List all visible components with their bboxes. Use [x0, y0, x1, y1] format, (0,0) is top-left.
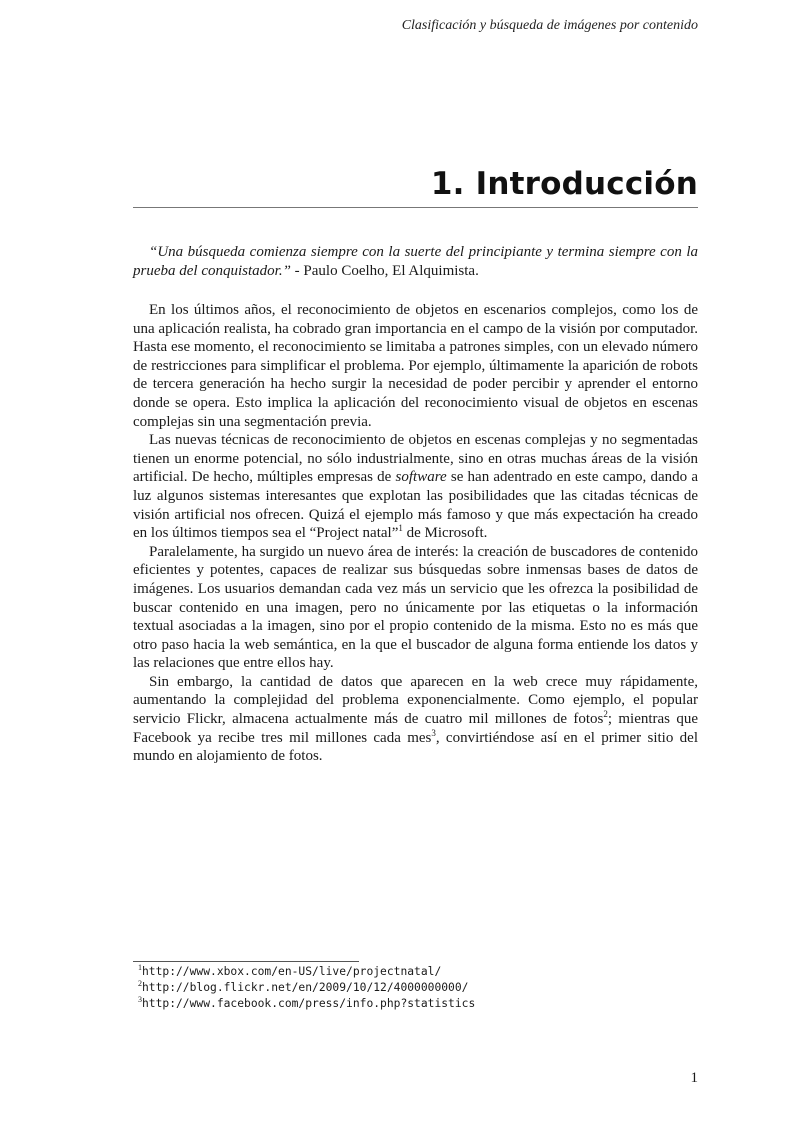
chapter-title: 1. Introducción: [430, 166, 698, 202]
footnote-number: 3: [138, 995, 142, 1005]
footnote-url[interactable]: http://blog.flickr.net/en/2009/10/12/4000000000/: [142, 981, 469, 994]
footnote-3: [138, 996, 475, 1012]
running-header: Clasificación y búsqueda de imágenes por contenido: [401, 18, 698, 33]
paragraph-2: [133, 431, 698, 543]
title-rule: [133, 207, 698, 208]
paragraph-3: Paralelamente, ha surgido un nuevo área de interés: la creación de buscadores de contenido eficientes y potentes, capaces de realizar sus búsquedas sobre inmensas bases de datos de imágenes. Los usuarios demandan cada vez más un servicio que les ofrezca la posibilidad de buscar contenido en una imagen, pero no únicamente por las etiquetas o la información textual asociadas a la imagen, sino por el propio contenido de la misma. Esto no es más que otro paso hacia la web semántica, en la que el buscador de alguna forma entiende los datos y las relaciones que entre ellos hay.: [133, 543, 698, 672]
body-text: [133, 301, 698, 766]
footnote-url[interactable]: http://www.xbox.com/en-US/live/projectnatal/: [142, 965, 442, 978]
paragraph-4: [133, 673, 698, 766]
footnote-number: 1: [138, 963, 142, 973]
epigraph-quote: “Una búsqueda comienza siempre con la suerte del principiante y termina siempre con la prueba del conquistador.”: [133, 244, 698, 279]
paragraph-2-text-c: de Microsoft.: [402, 525, 488, 542]
footnote-ref-3[interactable]: 3: [431, 727, 436, 738]
paragraph-4-text-a: Sin embargo, la cantidad de datos que aparecen en la web crece muy rápidamente, aumentando la complejidad del problema exponencialmente. Como ejemplo, el popular servicio Flickr, almacena actualmente más de cuatro mil millones de fotos: [133, 673, 698, 728]
epigraph-attribution: - Paulo Coelho, El Alquimista.: [290, 263, 479, 279]
paragraph-4-text-b: ; mientras que Facebook ya recibe tres mil millones cada mes: [133, 711, 698, 746]
footnote-number: 2: [138, 979, 142, 989]
paragraph-1: En los últimos años, el reconocimiento de objetos en escenarios complejos, como los de una aplicación realista, ha cobrado gran importancia en el campo de la visión por computador. Hasta ese momento, el reconocimiento se limitaba a patrones simples, con un elevado número de restricciones para simplificar el problema. Por ejemplo, últimamente la aparición de robots de tercera generación ha hecho surgir la necesidad de poder percibir y aprender el entorno donde se opera. Esto implica la aplicación del reconocimiento visual de objetos en escenas complejas sin una segmentación previa.: [133, 302, 698, 430]
paragraph-4-text-c: , convirtiéndose así en el primer sitio del mundo en alojamiento de fotos.: [133, 729, 698, 765]
footnote-url[interactable]: http://www.facebook.com/press/info.php?statistics: [142, 997, 476, 1010]
paragraph-2-text-a: Las nuevas técnicas de reconocimiento de objetos en escenas complejas y no segmentadas tienen un enorme potencial, no sólo industrialmente, sino en otras muchas áreas de la visión artificial. De hecho, múltiples empresas de: [133, 432, 698, 486]
footnote-2: [138, 980, 475, 996]
emphasis-software: software: [395, 469, 447, 486]
epigraph: [133, 243, 698, 281]
footnote-ref-2[interactable]: 2: [603, 709, 608, 720]
footnote-1: [138, 964, 475, 980]
footnotes: [138, 964, 475, 1012]
footnote-ref-1[interactable]: 1: [398, 523, 403, 534]
page-number: 1: [690, 1070, 698, 1086]
footnote-rule: [133, 961, 359, 962]
paragraph-2-text-b: se han adentrado en este campo, dando a luz algunos sistemas interesantes que explotan las posibilidades que las citadas técnicas de visión artificial nos ofrecen. Quizá el ejemplo más famoso y que más expectación ha creado en los últimos tiempos sea el “Project natal”: [133, 469, 698, 542]
